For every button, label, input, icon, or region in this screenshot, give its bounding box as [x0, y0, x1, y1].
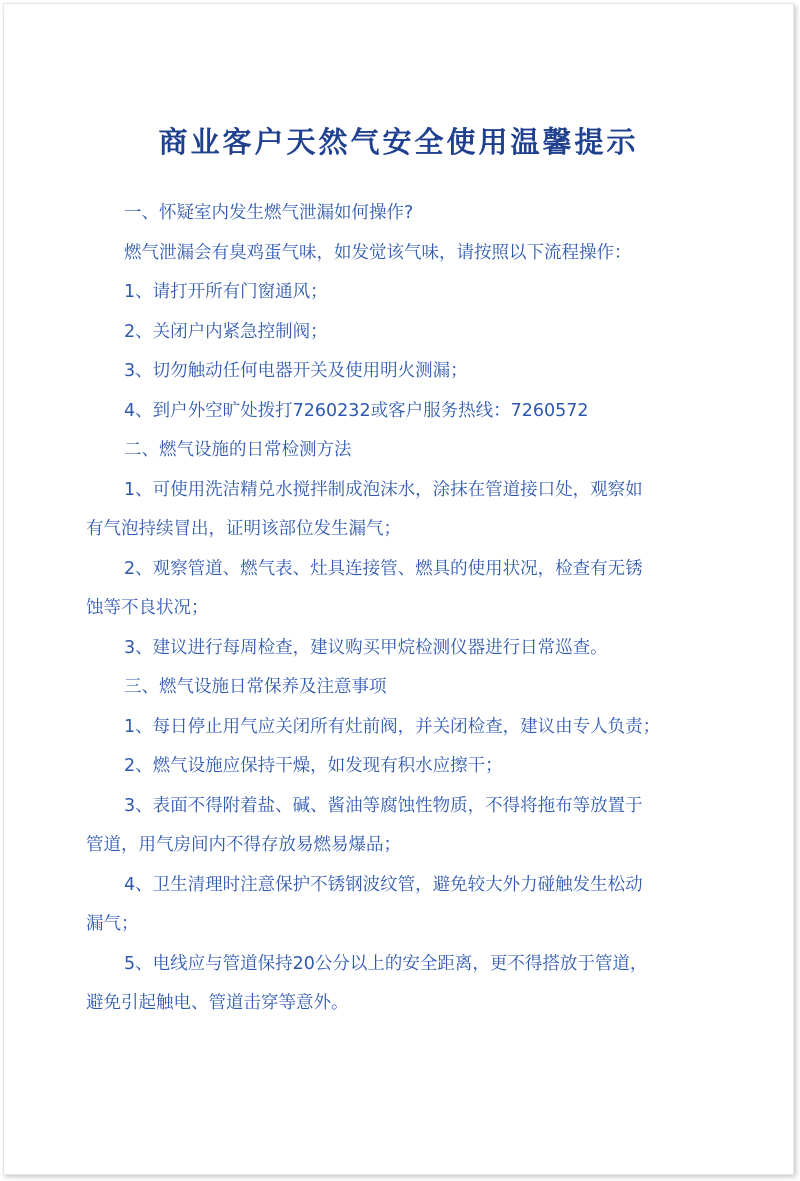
paragraph-line: 燃气泄漏会有臭鸡蛋气味，如发觉该气味，请按照以下流程操作：: [124, 242, 632, 263]
list-item: 4、到户外空旷处拨打7260232或客户服务热线：7260572: [124, 400, 589, 421]
list-item: 1、请打开所有门窗通风；: [124, 282, 328, 302]
list-item-continuation: 避免引起触电、管道击穿等意外。: [86, 993, 349, 1013]
list-item-continuation: 蚀等不良状况；: [86, 598, 209, 618]
list-item: 2、观察管道、燃气表、灶具连接管、燃具的使用状况，检查有无锈: [124, 558, 643, 579]
list-item: 1、每日停止用气应关闭所有灶前阀，并关闭检查，建议由专人负责；: [124, 716, 661, 737]
list-item: 1、可使用洗洁精兑水搅拌制成泡沫水，涂抹在管道接口处，观察如: [124, 479, 643, 500]
list-item-continuation: 有气泡持续冒出，证明该部位发生漏气；: [86, 519, 401, 539]
document-body: [86, 194, 716, 1024]
list-item: 3、表面不得附着盐、碱、酱油等腐蚀性物质，不得将拖布等放置于: [124, 795, 643, 816]
section-heading: 三、燃气设施日常保养及注意事项: [124, 677, 387, 697]
section-heading: 二、燃气设施的日常检测方法: [124, 440, 352, 460]
list-item: 5、电线应与管道保持20公分以上的安全距离，更不得搭放于管道，: [124, 953, 648, 974]
document-page: [3, 3, 794, 1175]
list-item: 2、关闭户内紧急控制阀；: [124, 321, 328, 342]
list-item: 3、建议进行每周检查，建议购买甲烷检测仪器进行日常巡查。: [124, 637, 608, 658]
list-item-continuation: 管道，用气房间内不得存放易燃易爆品；: [86, 835, 401, 855]
list-item-continuation: 漏气；: [86, 914, 139, 934]
document-title: 商业客户天然气安全使用温馨提示: [158, 125, 639, 159]
list-item: 4、卫生清理时注意保护不锈钢波纹管，避免较大外力碰触发生松动: [124, 874, 643, 895]
section-heading: 一、怀疑室内发生燃气泄漏如何操作?: [124, 203, 414, 223]
list-item: 2、燃气设施应保持干燥，如发现有积水应擦干；: [124, 756, 503, 776]
list-item: 3、切勿触动任何电器开关及使用明火测漏；: [124, 361, 468, 381]
